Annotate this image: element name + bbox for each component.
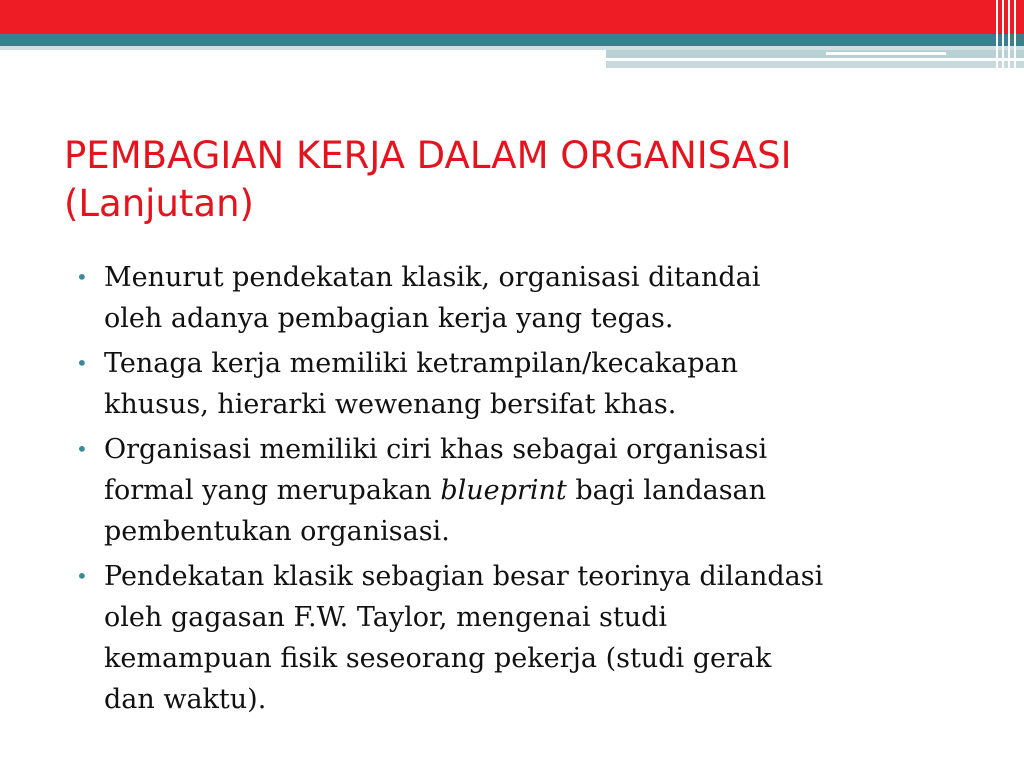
bullet-line: pembentukan organisasi. bbox=[104, 516, 450, 547]
header-stripe bbox=[1002, 0, 1004, 70]
bullet-line: oleh adanya pembagian kerja yang tegas. bbox=[104, 303, 674, 334]
bullet-line: oleh gagasan F.W. Taylor, mengenai studi bbox=[104, 602, 668, 633]
bullet-text: formal yang merupakan bbox=[104, 475, 441, 506]
bullet-dot-icon: • bbox=[76, 351, 88, 375]
header-stripe bbox=[996, 0, 998, 70]
bullet-item bbox=[76, 343, 976, 425]
bullet-dot-icon: • bbox=[76, 437, 88, 461]
slide-title bbox=[64, 132, 964, 228]
slide-title-line: PEMBAGIAN KERJA DALAM ORGANISASI bbox=[64, 134, 792, 177]
bullet-line: Tenaga kerja memiliki ketrampilan/kecakapan bbox=[104, 348, 739, 379]
bullet-line: khusus, hierarki wewenang bersifat khas. bbox=[104, 389, 677, 420]
slide-title-line: (Lanjutan) bbox=[64, 182, 254, 225]
bullet-item bbox=[76, 429, 976, 552]
bullet-line: Pendekatan klasik sebagian besar teorinya dilandasi bbox=[104, 561, 824, 592]
header-stripe bbox=[1008, 0, 1010, 70]
header-step-highlight bbox=[826, 52, 946, 55]
bullet-line: Organisasi memiliki ciri khas sebagai organisasi bbox=[104, 434, 768, 465]
bullet-item bbox=[76, 257, 976, 339]
bullet-line: Menurut pendekatan klasik, organisasi ditandai bbox=[104, 262, 761, 293]
bullet-line bbox=[104, 470, 976, 511]
bullet-list bbox=[76, 257, 976, 724]
header-red-band bbox=[0, 0, 1024, 34]
header-step-band bbox=[606, 50, 1024, 58]
bullet-dot-icon: • bbox=[76, 564, 88, 588]
header-stripe bbox=[1014, 0, 1016, 70]
bullet-item bbox=[76, 556, 976, 720]
bullet-emphasis: blueprint bbox=[440, 475, 567, 506]
bullet-text: bagi landasan bbox=[566, 475, 767, 506]
header-step-band-lower bbox=[606, 61, 1024, 68]
bullet-dot-icon: • bbox=[76, 265, 88, 289]
bullet-line: kemampuan fisik seseorang pekerja (studi gerak bbox=[104, 643, 772, 674]
bullet-line: dan waktu). bbox=[104, 684, 267, 715]
header-teal-band bbox=[0, 34, 1024, 46]
